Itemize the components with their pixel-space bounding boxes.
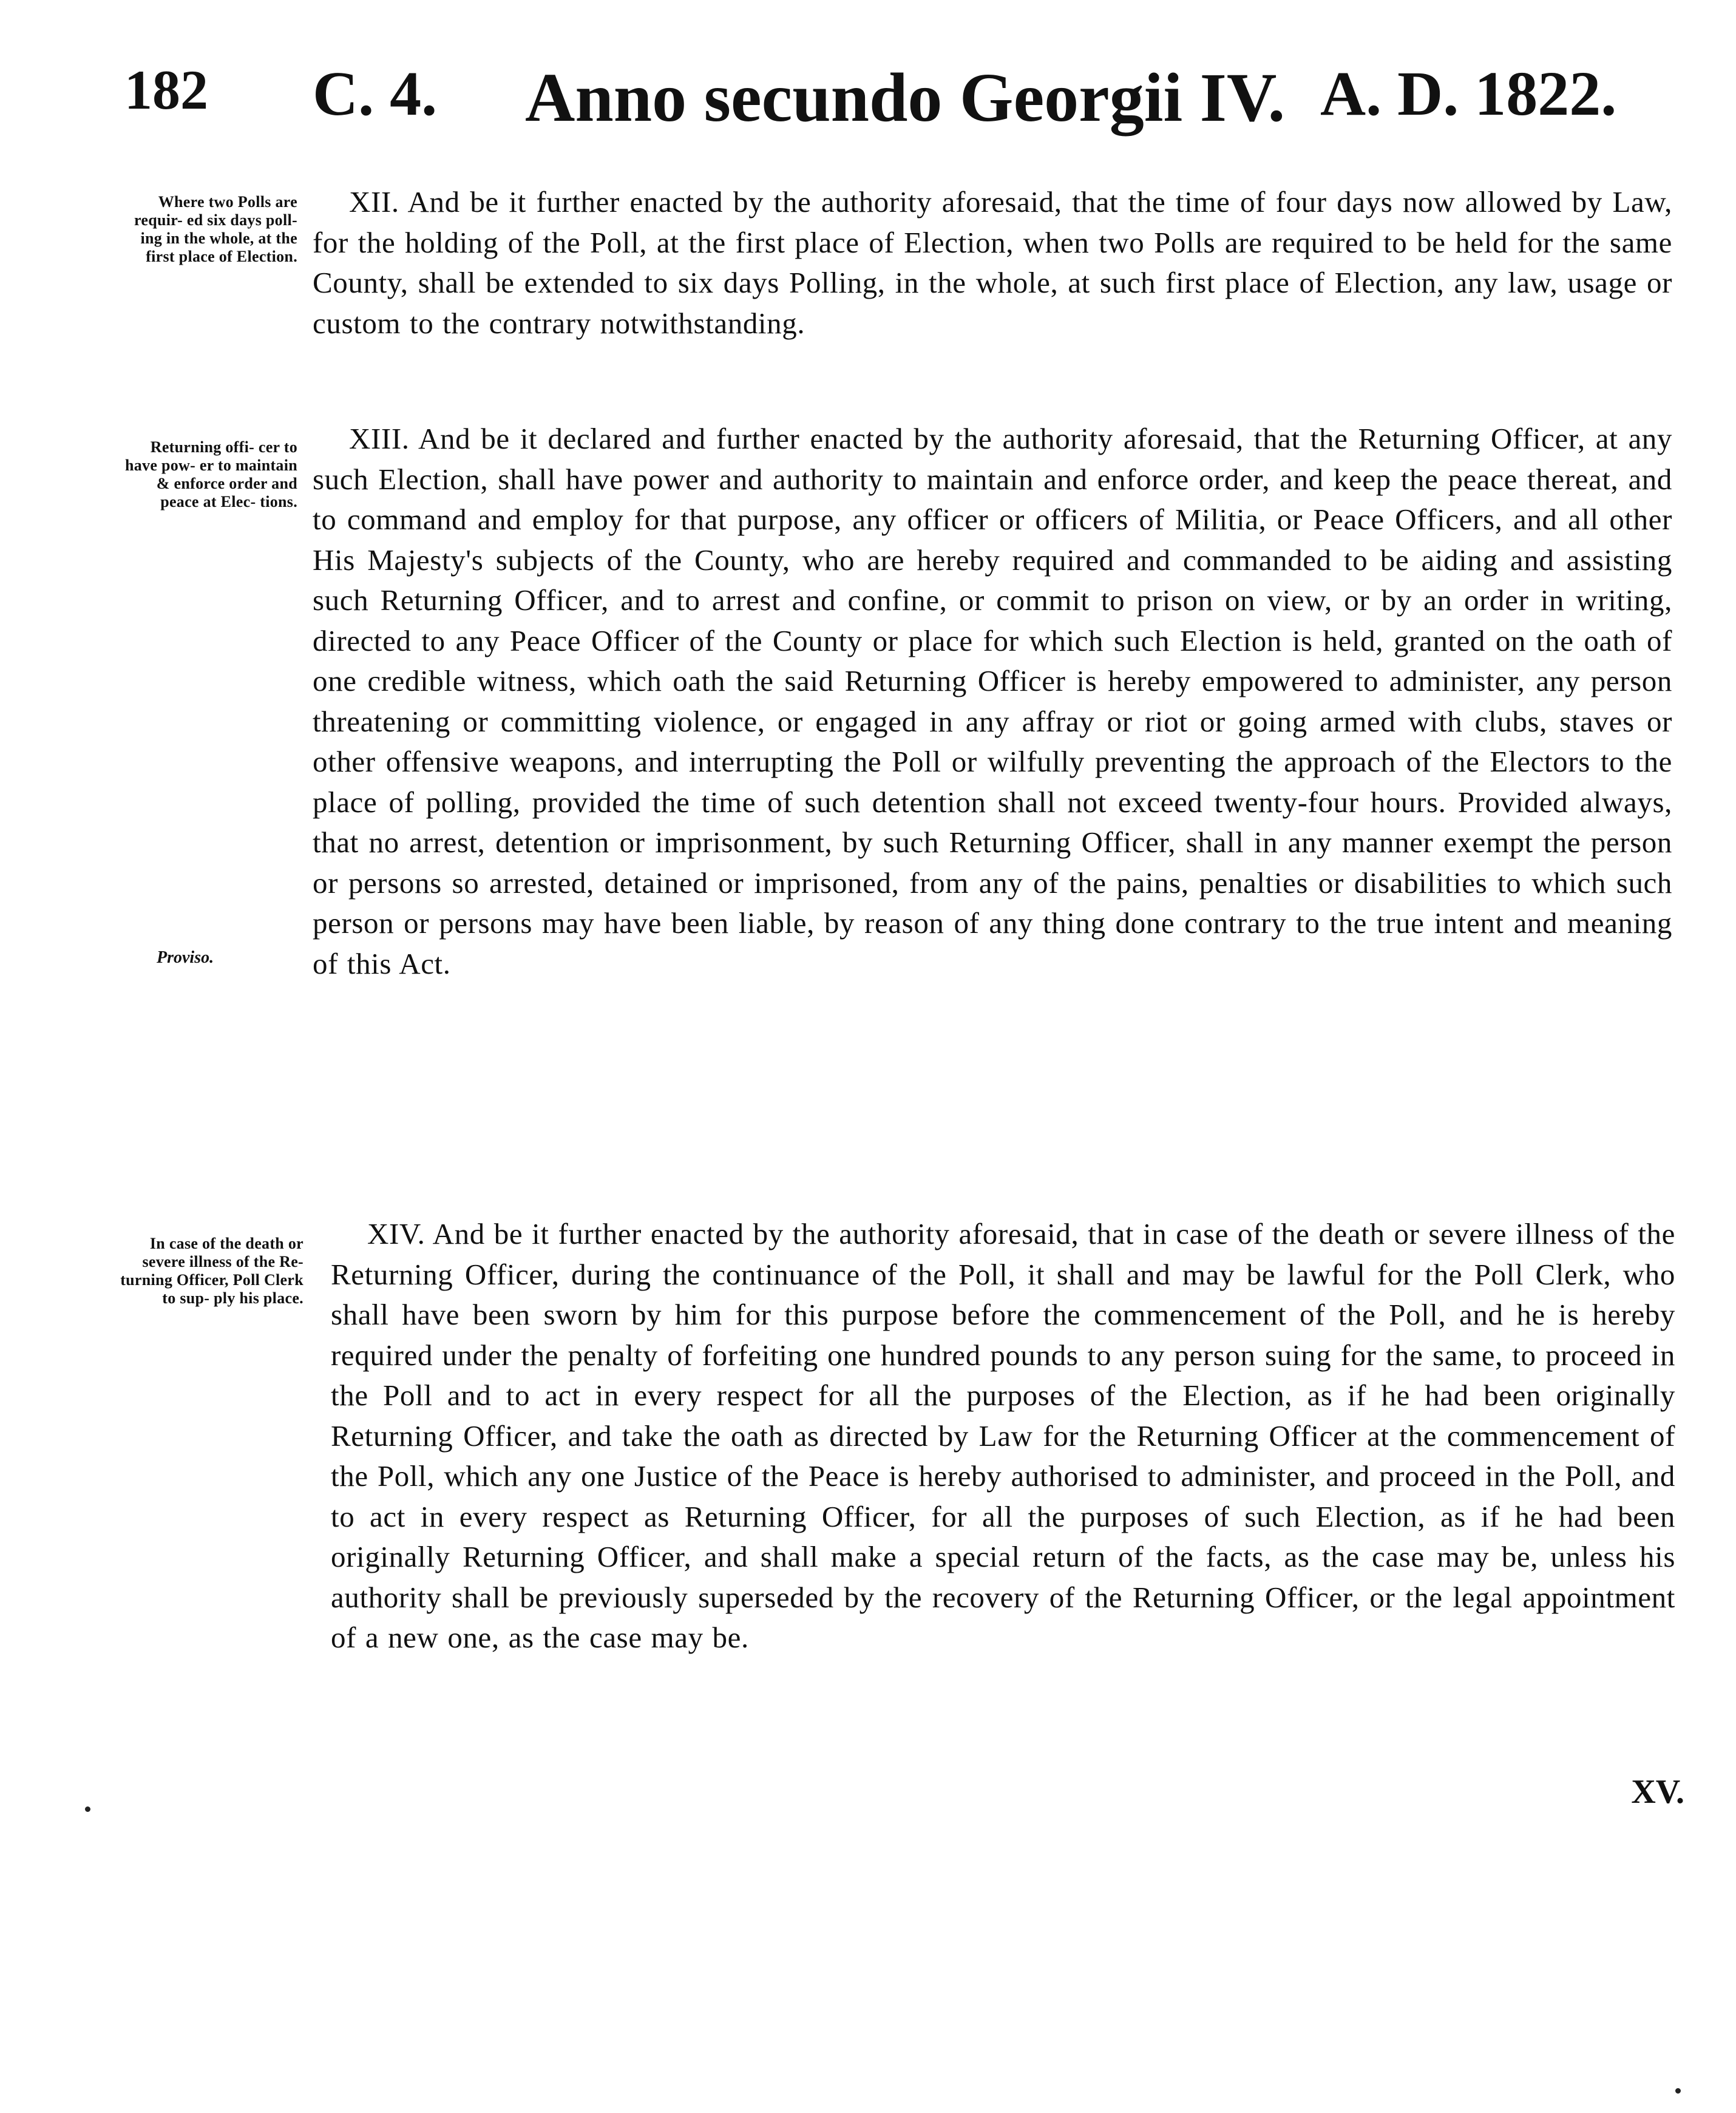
ink-speck [1675,2088,1681,2094]
margin-note-xiii: Returning offi- cer to have pow- er to maintain & enforce order and peace at Elec- tions. [124,438,297,510]
section-xiv [331,1214,1675,1658]
ink-speck [85,1806,90,1812]
section-xiii-text: XIII. And be it declared and further enacted by the authority aforesaid, that the Returning Officer, at any such Election, shall have power and authority to maintain and enforce order, and keep the peace thereat, and to command and employ for that purpose, any officer or officers of Militia, or Peace Officers, and all other His Majesty's subjects of the County, who are hereby required and commanded to be aiding and assisting such Returning Officer, and to arrest and confine, or commit to prison on view, or by an order in writing, directed to any Peace Officer of the County or place for which such Election is held, granted on the oath of one credible witness, which oath the said Returning Officer is hereby empowered to administer, any person threatening or committing violence, or engaged in any affray or riot or going armed with clubs, staves or other offensive weapons, and interrupting the Poll or wilfully preventing the approach of the Electors to the place of polling, provided the time of such detention shall not exceed twenty-four hours. Provided always, that no arrest, detention or imprisonment, by such Returning Officer, shall in any manner exempt the person or persons so arrested, detained or imprisoned, from any of the pains, penalties or disabilities to which such person or persons may have been liable, by reason of any thing done contrary to the true intent and meaning of this Act. [313,422,1672,980]
year: A. D. 1822. [1320,59,1617,129]
margin-note-xiv: In case of the death or severe illness of the Re- turning Officer, Poll Clerk to sup- ply his place. [120,1235,303,1307]
section-xii-text: XII. And be it further enacted by the authority aforesaid, that the time of four days now allowed by Law, for the holding of the Poll, at the first place of Election, when two Polls are required to be held for the same County, shall be extended to six days Polling, in the whole, at such first place of Election, any law, usage or custom to the contrary notwithstanding. [313,185,1672,340]
page-number: 182 [124,59,208,121]
section-xiv-text: XIV. And be it further enacted by the authority aforesaid, that in case of the death or severe illness of the Returning Officer, during the continuance of the Poll, it shall and may be lawful for the Poll Clerk, who shall have been sworn by him for this purpose before the commencement of the Poll, and he is hereby required under the penalty of forfeiting one hundred pounds to any person suing for the same, to proceed in the Poll and to act in every respect for all the purposes of the Election, as if he had been originally Returning Officer, and take the oath as directed by Law for the Returning Officer at the commencement of the Poll, which any one Justice of the Peace is hereby authorised to administer, and proceed in the Poll, and to act in every respect as Returning Officer, for all the purposes of such Election, as if he had been originally Returning Officer, and shall make a special return of the facts, as the case may be, unless his authority shall be previously superseded by the recovery of the Returning Officer, or the legal appointment of a new one, as the case may be. [331,1217,1675,1654]
act-title: Anno secundo Georgii IV. [525,59,1286,136]
section-xiii [313,419,1672,984]
chapter-number: C. 4. [313,59,438,129]
margin-note-xii: Where two Polls are requir- ed six days poll- ing in the whole, at the first place of Election. [134,193,297,265]
section-xii [313,182,1672,344]
margin-note-proviso: Proviso. [157,948,214,967]
catchword: XV. [1631,1773,1684,1811]
page-header [124,58,1678,149]
